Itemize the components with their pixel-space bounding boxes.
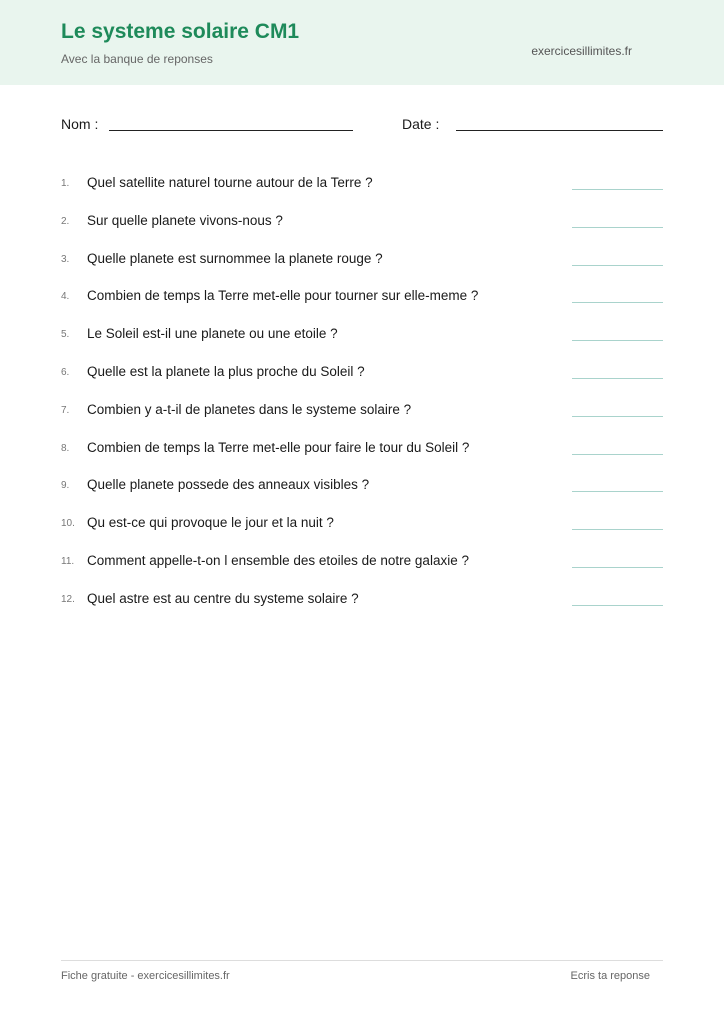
question-number: 9. <box>61 480 70 492</box>
name-field[interactable] <box>109 130 353 131</box>
question-number: 5. <box>61 329 70 341</box>
question-item <box>61 247 663 285</box>
question-text: Le Soleil est-il une planete ou une etoile ? <box>87 326 338 342</box>
question-number: 11. <box>61 555 75 567</box>
answer-line[interactable] <box>572 302 663 303</box>
question-text: Quelle est la planete la plus proche du Soleil ? <box>87 363 365 379</box>
site-name: exercicesillimites.fr <box>531 44 632 58</box>
question-text: Combien de temps la Terre met-elle pour tourner sur elle-meme ? <box>87 288 479 304</box>
question-number: 12. <box>61 593 75 605</box>
question-item <box>61 473 663 511</box>
worksheet-header <box>0 0 724 85</box>
question-item <box>61 587 663 625</box>
question-item <box>61 209 663 247</box>
question-number: 8. <box>61 442 70 454</box>
question-number: 6. <box>61 366 70 378</box>
question-list <box>61 171 663 625</box>
question-number: 7. <box>61 404 70 416</box>
answer-line[interactable] <box>572 567 663 568</box>
answer-line[interactable] <box>572 491 663 492</box>
question-number: 4. <box>61 291 70 303</box>
question-item <box>61 549 663 587</box>
answer-line[interactable] <box>572 340 663 341</box>
date-label: Date : <box>402 116 440 132</box>
question-item <box>61 322 663 360</box>
question-text: Quelle planete est surnommee la planete rouge ? <box>87 250 383 266</box>
answer-line[interactable] <box>572 454 663 455</box>
question-text: Comment appelle-t-on l ensemble des etoiles de notre galaxie ? <box>87 552 469 568</box>
question-number: 10. <box>61 518 75 530</box>
answer-line[interactable] <box>572 265 663 266</box>
answer-line[interactable] <box>572 416 663 417</box>
question-number: 3. <box>61 253 70 265</box>
answer-line[interactable] <box>572 605 663 606</box>
question-text: Quel satellite naturel tourne autour de la Terre ? <box>87 175 373 190</box>
question-item <box>61 398 663 436</box>
footer-instruction: Ecris ta reponse <box>570 970 650 982</box>
question-item <box>61 284 663 322</box>
question-text: Quel astre est au centre du systeme solaire ? <box>87 590 359 606</box>
answer-line[interactable] <box>572 378 663 379</box>
answer-line[interactable] <box>572 189 663 190</box>
question-item <box>61 360 663 398</box>
question-text: Qu est-ce qui provoque le jour et la nuit ? <box>87 515 334 531</box>
answer-line[interactable] <box>572 227 663 228</box>
page-subtitle: Avec la banque de reponses <box>61 52 213 66</box>
answer-line[interactable] <box>572 529 663 530</box>
footer-divider <box>61 960 663 961</box>
question-number: 1. <box>61 178 70 189</box>
question-text: Sur quelle planete vivons-nous ? <box>87 212 283 228</box>
question-item <box>61 171 663 209</box>
page-title: Le systeme solaire CM1 <box>61 20 300 43</box>
footer-credit: Fiche gratuite - exercicesillimites.fr <box>61 970 230 982</box>
question-text: Combien de temps la Terre met-elle pour faire le tour du Soleil ? <box>87 439 470 455</box>
question-number: 2. <box>61 215 70 227</box>
question-text: Combien y a-t-il de planetes dans le systeme solaire ? <box>87 401 412 417</box>
question-item <box>61 511 663 549</box>
date-field[interactable] <box>456 130 663 131</box>
name-label: Nom : <box>61 116 99 132</box>
question-text: Quelle planete possede des anneaux visibles ? <box>87 477 370 493</box>
question-item <box>61 436 663 474</box>
